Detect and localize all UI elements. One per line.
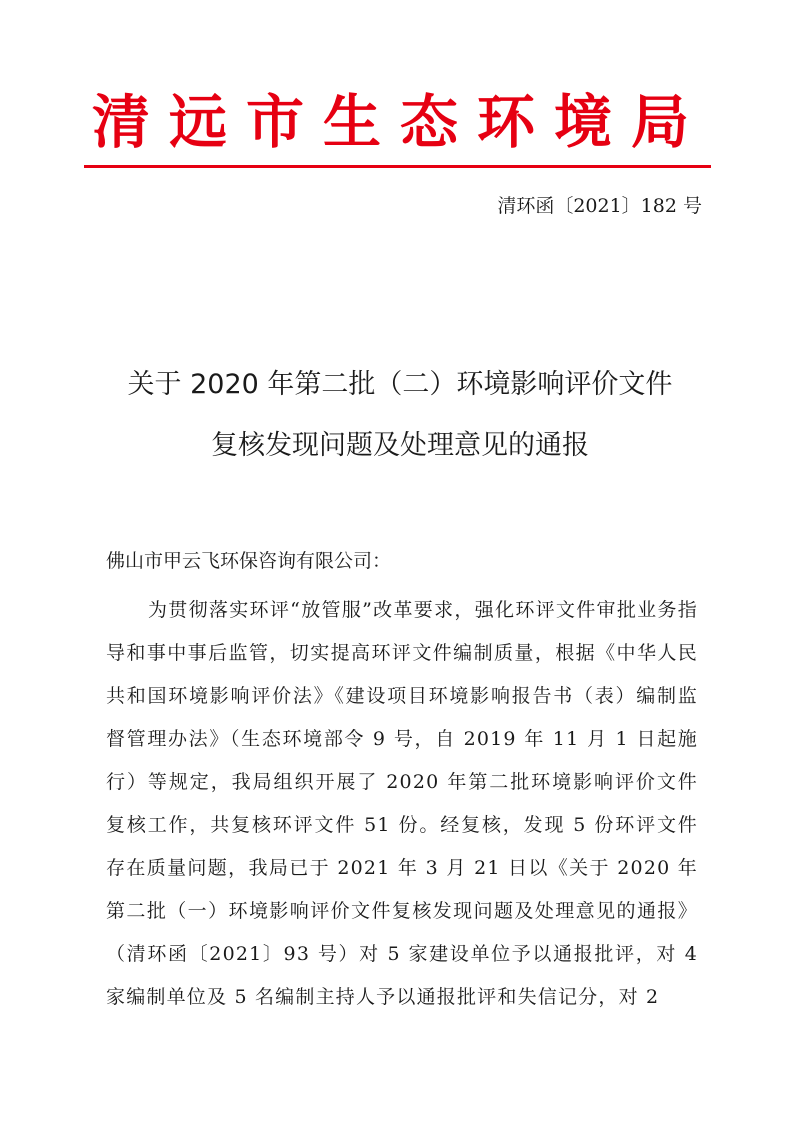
- salutation: 佛山市甲云飞环保咨询有限公司：: [106, 550, 392, 572]
- document-title-line-1: 关于 2020 年第二批（二）环境影响评价文件: [127, 369, 673, 400]
- document-number: 清环函〔2021〕182 号: [497, 195, 702, 217]
- agency-letterhead-title: 清远市生态环境局: [91, 88, 708, 156]
- letterhead-red-rule: [84, 165, 711, 168]
- document-title-line-2: 复核发现问题及处理意见的通报: [211, 430, 589, 461]
- body-paragraph: 为贯彻落实环评“放管服”改革要求，强化环评文件审批业务指导和事中事后监管，切实提高环评文件编制质量，根据《中华人民共和国环境影响评价法》《建设项目环境影响报告书（表）编制监督管理办法》（生态环境部令 9 号，自 2019 年 11 月 1 日起施行）等规定，我局组织开展了 2020 年第二批环境影响评价文件复核工作，共复核环评文件 51 份。经复核，发现 5 份环评文件存在质量问题，我局已于 2021 年 3 月 21 日以《关于 2020 年第二批（一）环境影响评价文件复核发现问题及处理意见的通报》（清环函〔2021〕93 号）对 5 家建设单位予以通报批评，对 4 家编制单位及 5 名编制主持人予以通报批评和失信记分，对 2: [106, 599, 698, 1008]
